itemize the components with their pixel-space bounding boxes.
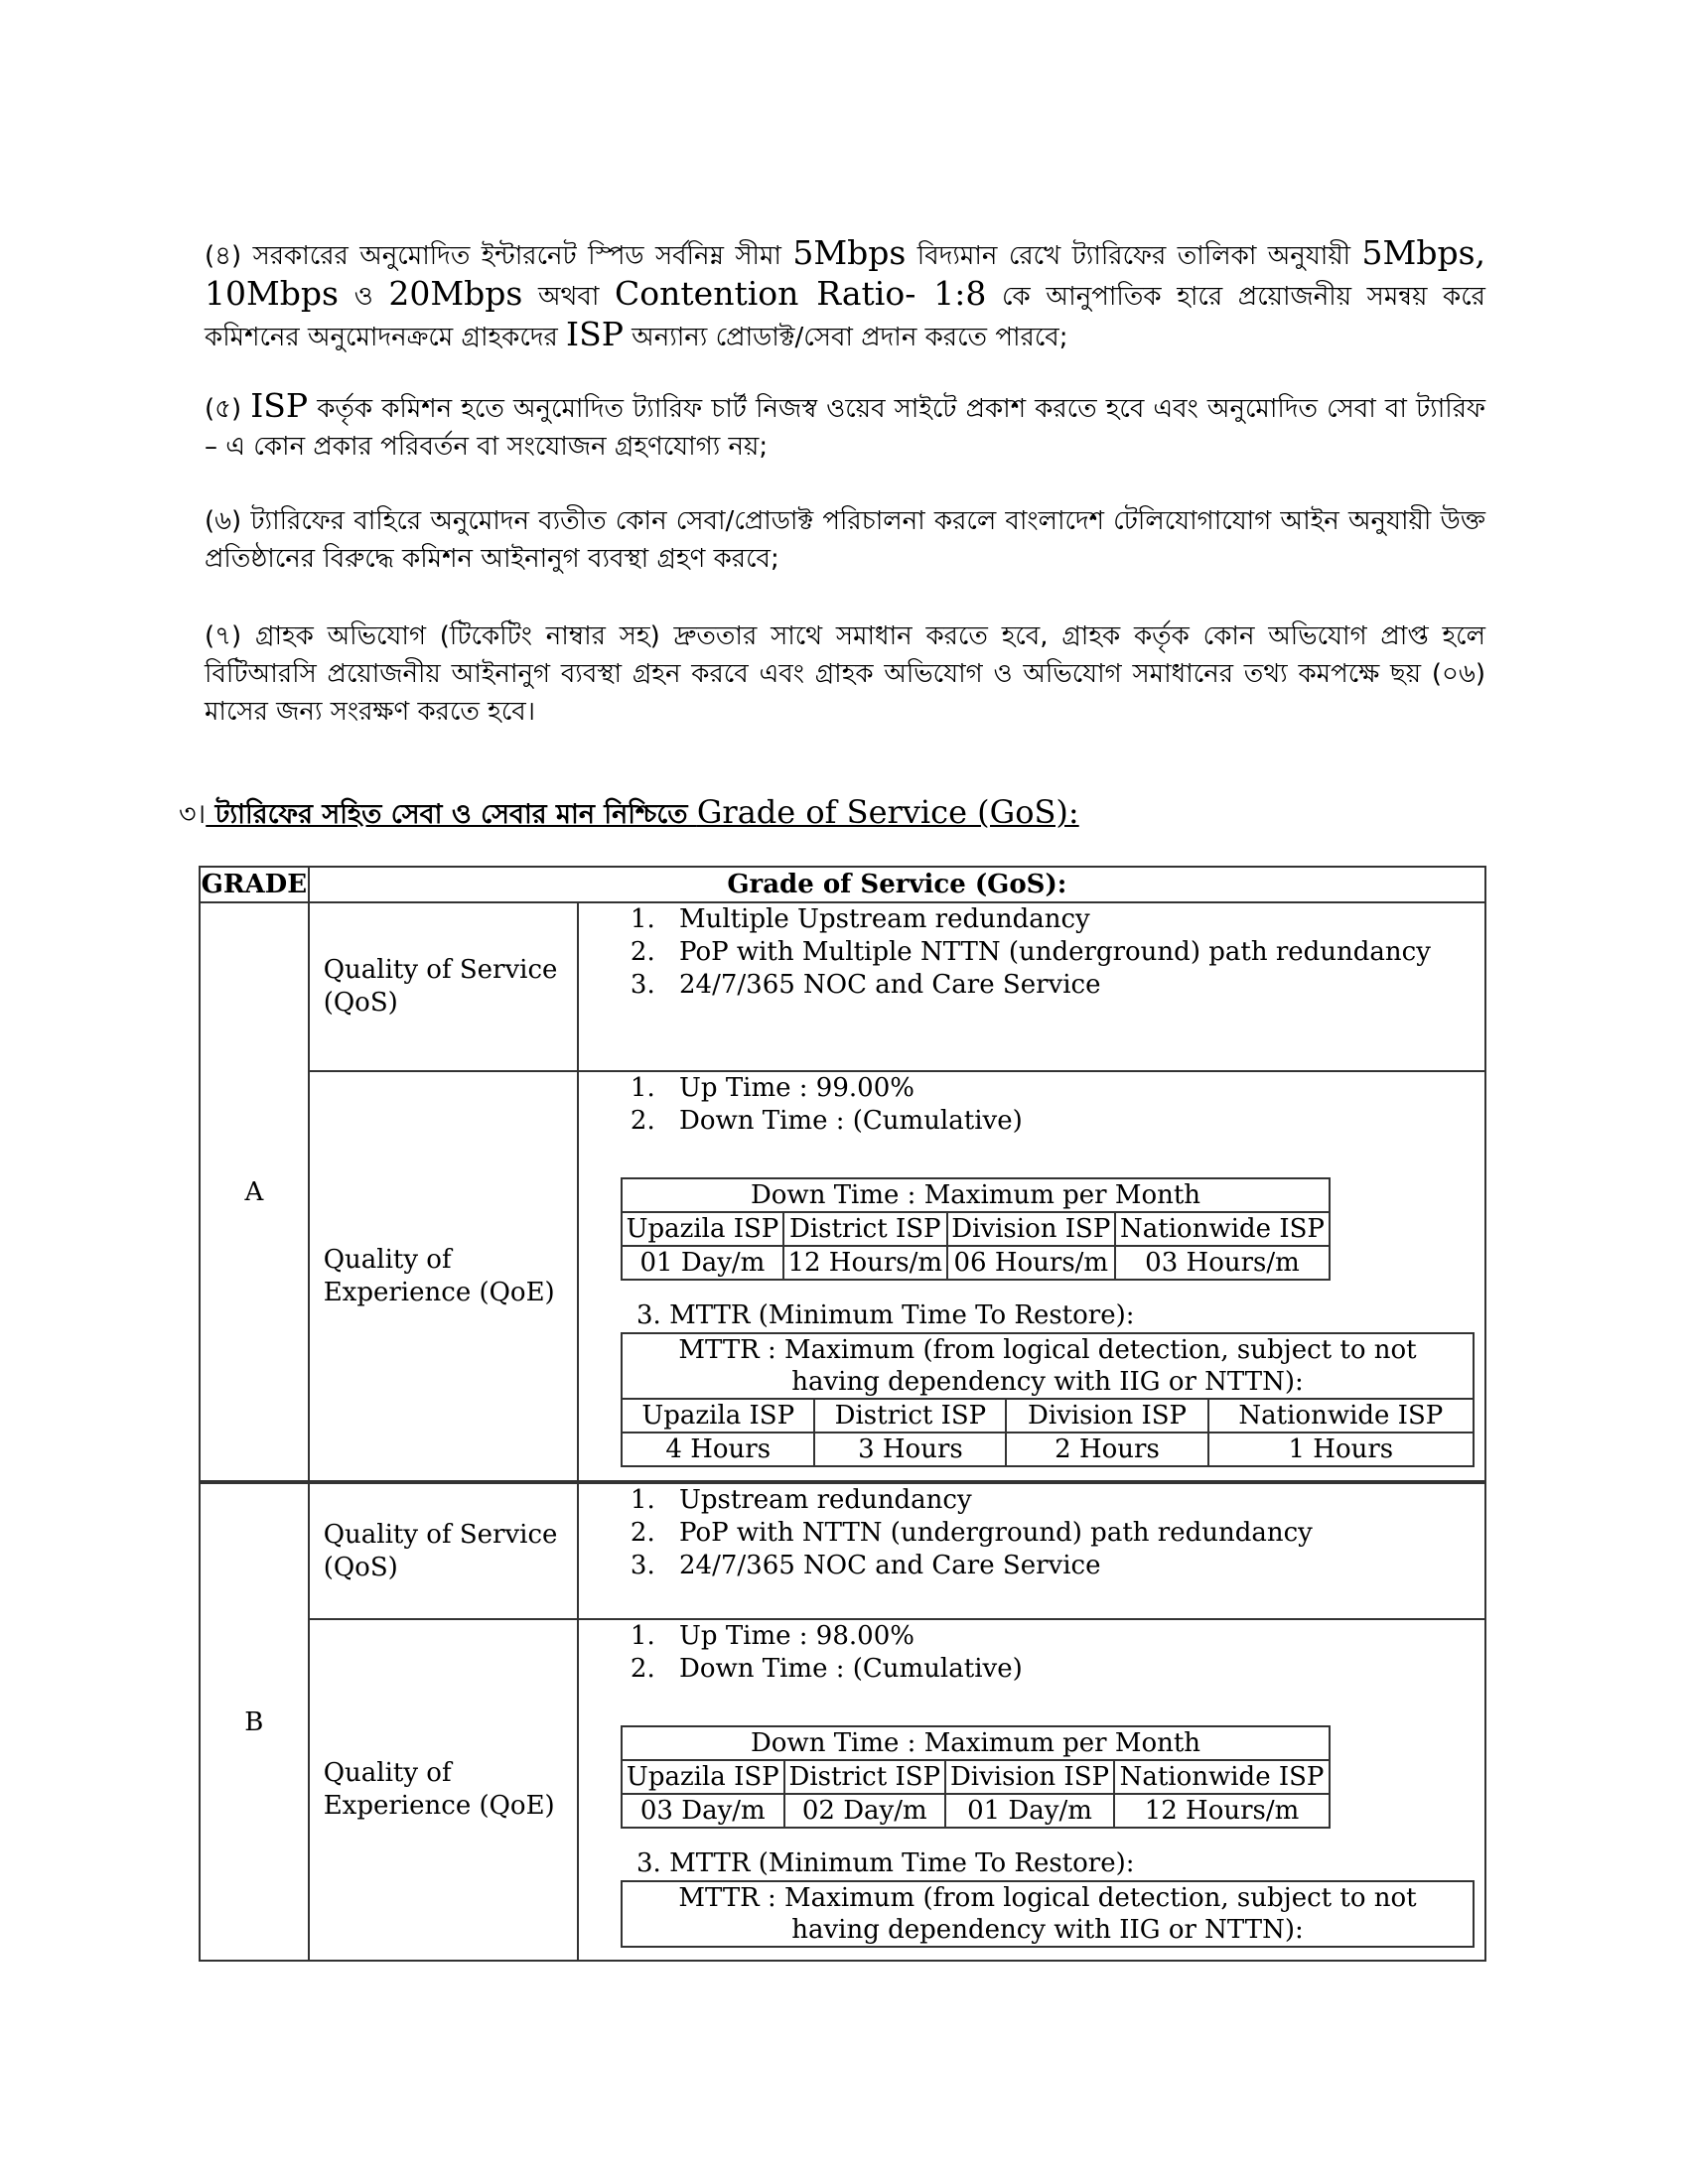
isp-type-district: District ISP [814,1399,1006,1433]
grade-of-service-table [199,866,1486,1962]
grade-a-qoe-list [609,1072,1475,1138]
mttr-value: 1 Hours [1208,1433,1474,1466]
paragraph-7: (৭) গ্রাহক অভিযোগ (টিকেটিং নাম্বার সহ) দ্রুততার সাথে সমাধান করতে হবে, গ্রাহক কর্তৃক কোন অভিযোগ প্রাপ্ত হলে বিটিআরসি প্রয়োজনীয় আইনানুগ ব্যবস্থা গ্রহন করবে এবং গ্রাহক অভিযোগ ও অভিযোগ সমাধানের তথ্য কমপক্ষে ছয় (০৬) মাসের জন্য সংরক্ষণ করতে হবে। [205,621,1485,727]
isp-type-division: Division ISP [947,1212,1115,1246]
p5-isp: ISP [250,386,309,425]
grade-b-qos-list [609,1484,1475,1582]
grade-a-qos-label: Quality of Service (QoS) [309,902,578,1071]
grade-b-qoe-list [609,1620,1475,1686]
table-row [200,902,1485,1071]
grade-a-qoe-label: Quality of Experience (QoE) [309,1071,578,1482]
isp-type-upazila: Upazila ISP [622,1399,814,1433]
p4-text-1: (৪) সরকারের অনুমোদিত ইন্টারনেট স্পিড সর্বনিম্ন সীমা [205,241,793,271]
p4-text-4: অথবা [522,282,616,312]
p4-text-3: ও [338,282,389,312]
p5-text-2: কর্তৃক কমিশন হতে অনুমোদিত ট্যারিফ চার্ট নিজস্ব ওয়েব সাইটে প্রকাশ করতে হবে এবং অনুমোদিত সেবা বা ট্যারিফ – এ কোন প্রকার পরিবর্তন বা সংযোজন গ্রহণযোগ্য নয়; [205,394,1485,462]
p4-text-5: কে আনুপাতিক হারে প্রয়োজনীয় সমন্বয় করে কমিশনের অনুমোদনক্রমে গ্রাহকদের [205,282,1485,352]
downtime-value: 12 Hours/m [783,1246,947,1280]
paragraph-6: (৬) ট্যারিফের বাহিরে অনুমোদন ব্যতীত কোন সেবা/প্রোডাক্ট পরিচালনা করলে বাংলাদেশ টেলিযোগাযোগ আইন অনুযায়ী উক্ত প্রতিষ্ঠানের বিরুদ্ধে কমিশন আইনানুগ ব্যবস্থা গ্রহণ করবে; [205,506,1485,574]
downtime-title: Down Time : Maximum per Month [622,1726,1330,1760]
list-item: 1. Up Time : 99.00% [663,1072,1475,1105]
isp-type-division: Division ISP [945,1760,1114,1794]
list-item: 1. Multiple Upstream redundancy [663,903,1475,936]
list-item: 1. Up Time : 98.00% [663,1620,1475,1653]
list-item: 2. PoP with NTTN (underground) path redundancy [663,1517,1475,1550]
grade-a-cell: A [200,902,309,1482]
mttr-value: 3 Hours [814,1433,1006,1466]
list-item: 3. 24/7/365 NOC and Care Service [663,969,1475,1002]
header-grade: GRADE [200,867,309,902]
header-gos: Grade of Service (GoS): [309,867,1485,902]
p4-speed-max: 20Mbps [388,274,523,313]
grade-a-mttr-table [621,1332,1475,1467]
downtime-value: 02 Day/m [784,1794,945,1828]
section-3-heading [179,792,1079,835]
isp-type-division: Division ISP [1006,1399,1207,1433]
section-title-bangla: ট্যারিফের সহিত সেবা ও সেবার মান নিশ্চিতে [206,799,697,830]
p4-speed-min: 5Mbps [792,233,907,272]
mttr-value: 4 Hours [622,1433,814,1466]
grade-a-qoe-detail [578,1071,1485,1482]
grade-b-mttr-label: 3. MTTR (Minimum Time To Restore): [636,1848,1135,1878]
section-title-english: Grade of Service (GoS): [696,793,1079,831]
isp-type-nationwide: Nationwide ISP [1115,1212,1330,1246]
isp-type-nationwide: Nationwide ISP [1114,1760,1330,1794]
table-row [200,1619,1485,1961]
section-number: ৩। [179,799,207,830]
downtime-title: Down Time : Maximum per Month [622,1178,1330,1212]
downtime-value: 03 Day/m [622,1794,784,1828]
isp-type-district: District ISP [783,1212,947,1246]
table-header-row [200,867,1485,902]
list-item: 2. PoP with Multiple NTTN (underground) path redundancy [663,936,1475,969]
downtime-value: 03 Hours/m [1115,1246,1330,1280]
isp-type-upazila: Upazila ISP [622,1760,784,1794]
grade-b-downtime-table [621,1725,1331,1829]
p4-text-6: অন্যান্য প্রোডাক্ট/সেবা প্রদান করতে পারবে; [623,323,1068,352]
grade-a-downtime-table [621,1177,1331,1281]
mttr-title: MTTR : Maximum (from logical detection, subject to not having dependency with IIG or NTTN): [622,1333,1474,1399]
grade-b-cell: B [200,1482,309,1961]
table-row [200,1071,1485,1482]
grade-a-mttr-label: 3. MTTR (Minimum Time To Restore): [636,1300,1135,1330]
isp-type-upazila: Upazila ISP [622,1212,783,1246]
isp-type-district: District ISP [784,1760,945,1794]
grade-b-qos-detail [578,1482,1485,1619]
grade-b-qoe-label: Quality of Experience (QoE) [309,1619,578,1961]
mttr-title: MTTR : Maximum (from logical detection, subject to not having dependency with IIG or NTTN): [622,1881,1474,1947]
grade-b-qos-label: Quality of Service (QoS) [309,1482,578,1619]
list-item: 2. Down Time : (Cumulative) [663,1105,1475,1138]
downtime-value: 01 Day/m [945,1794,1114,1828]
isp-type-nationwide: Nationwide ISP [1208,1399,1474,1433]
p4-contention-ratio: Contention Ratio- 1:8 [615,274,987,313]
p5-text-1: (৫) [205,394,251,424]
p4-text-2: বিদ্যমান রেখে ট্যারিফের তালিকা অনুযায়ী [906,241,1362,271]
mttr-value: 2 Hours [1006,1433,1207,1466]
paragraph-4 [205,234,1485,356]
list-item: 2. Down Time : (Cumulative) [663,1653,1475,1686]
grade-b-qoe-detail [578,1619,1485,1961]
list-item: 3. 24/7/365 NOC and Care Service [663,1550,1475,1582]
p4-speeds: 5Mbps, 10Mbps [205,233,1485,313]
p4-isp: ISP [566,315,624,353]
grade-a-qos-list [609,903,1475,1002]
downtime-value: 12 Hours/m [1114,1794,1330,1828]
paragraph-5 [205,387,1485,466]
grade-b-mttr-table [621,1880,1475,1948]
list-item: 1. Upstream redundancy [663,1484,1475,1517]
downtime-value: 06 Hours/m [947,1246,1115,1280]
table-row [200,1482,1485,1619]
downtime-value: 01 Day/m [622,1246,783,1280]
grade-a-qos-detail [578,902,1485,1071]
